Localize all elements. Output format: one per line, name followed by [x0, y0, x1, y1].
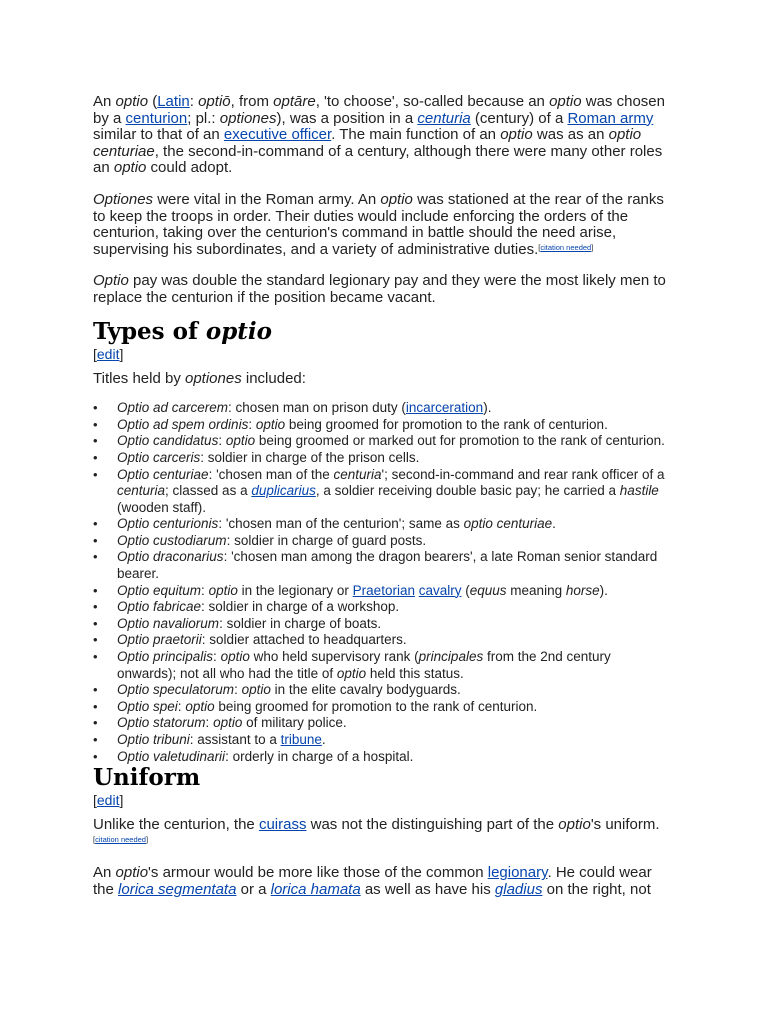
- edit-link[interactable]: edit: [96, 792, 120, 809]
- edit-section-types: [edit]: [93, 345, 124, 362]
- italic-term: Optio ad spem ordinis: [117, 416, 249, 432]
- italic-term: Optio custodiarum: [117, 532, 227, 548]
- list-item: • Optio centurionis: 'chosen man of the centurion'; same as optio centuriae.: [117, 516, 673, 533]
- italic-term: Optio praetorii: [117, 632, 202, 648]
- edit-section-uniform: [edit]: [93, 792, 124, 809]
- list-item: • Optio draconarius: 'chosen man among the dragon bearers', a late Roman senior standard bearer.: [117, 549, 673, 582]
- italic-term: Optio navaliorum: [117, 615, 220, 631]
- italic-term: optio: [220, 649, 250, 665]
- italic-term: optio: [115, 93, 149, 110]
- italic-term: Optio draconarius: [117, 549, 224, 565]
- italic-term: optio: [336, 665, 367, 681]
- italic-term: optio: [549, 93, 582, 110]
- list-item: • Optio fabricae: soldier in charge of a workshop.: [117, 599, 673, 616]
- list-item: • Optio custodiarum: soldier in charge of guard posts.: [117, 533, 673, 550]
- italic-term: Optio fabricae: [117, 599, 202, 615]
- list-item: • Optio centuriae: 'chosen man of the centuria'; second-in-command and rear rank officer of a centuria; classed as a duplicarius, a soldier receiving double basic pay; he carried a hastile (wooden staff).: [117, 467, 673, 517]
- list-item: • Optio valetudinarii: orderly in charge of a hospital.: [117, 749, 673, 766]
- section-heading-uniform: Uniform: [93, 764, 201, 792]
- italic-term: optio: [500, 126, 533, 144]
- italic-term: optio: [380, 190, 413, 208]
- wiki-link[interactable]: duplicarius: [251, 483, 316, 499]
- intro-paragraph-2: Optiones were vital in the Roman army. An optio was stationed at the rear of the ranks to keep the troops in order. Their duties would include enforcing the orders of the centurion, taking over the centurion's command in battle should the need arise, supervising his subordinates, and a variety of administrative duties.[citation needed]: [93, 190, 664, 258]
- list-item: • Optio navaliorum: soldier in charge of boats.: [117, 616, 673, 633]
- uniform-paragraph-1: Unlike the centurion, the cuirass was not the distinguishing part of the optio's uniform. [citation needed]: [93, 816, 660, 844]
- italic-term: optio: [213, 715, 243, 731]
- italic-term: Optio ad carcerem: [117, 400, 229, 416]
- wiki-link[interactable]: lorica hamata: [270, 880, 361, 898]
- wiki-link[interactable]: lorica segmentata: [118, 880, 237, 898]
- citation-needed: [citation needed]: [93, 834, 149, 844]
- list-item: • Optio praetorii: soldier attached to headquarters.: [117, 632, 673, 649]
- italic-term: Optio tribuni: [117, 732, 190, 747]
- italic-term: optio: [208, 582, 238, 598]
- italic-term: principales: [418, 649, 484, 665]
- italic-term: optio: [113, 159, 147, 177]
- italic-term: Optio centurionis: [117, 516, 219, 532]
- italic-term: centuria: [333, 466, 382, 482]
- list-item: • Optio ad carcerem: chosen man on prison duty (incarceration).: [117, 400, 673, 417]
- italic-term: Optio spei: [117, 698, 178, 714]
- italic-term: equus: [469, 582, 507, 598]
- italic-term: Optio centuriae: [117, 466, 209, 482]
- list-item: • Optio candidatus: optio being groomed or marked out for promotion to the rank of centurion.: [117, 433, 673, 450]
- list-item: • Optio speculatorum: optio in the elite cavalry bodyguards.: [117, 682, 673, 699]
- italic-term: Optio carceris: [117, 449, 201, 465]
- italic-term: optio: [255, 416, 286, 432]
- italic-term: optiones: [219, 109, 277, 127]
- italic-term: Optio candidatus: [117, 433, 219, 449]
- list-item: • Optio equitum: optio in the legionary or Praetorian cavalry (equus meaning horse).: [117, 583, 673, 600]
- citation-needed-link[interactable]: citation needed: [95, 834, 146, 844]
- list-item: • Optio spei: optio being groomed for promotion to the rank of centurion.: [117, 699, 673, 716]
- italic-term: optāre: [273, 93, 316, 110]
- italic-term: horse: [565, 582, 600, 598]
- italic-term: centuria: [117, 483, 166, 499]
- list-item: • Optio ad spem ordinis: optio being groomed for promotion to the rank of centurion.: [117, 417, 673, 434]
- uniform-paragraph-2: An optio's armour would be more like those of the common legionary. He could wear the lorica segmentata or a lorica hamata as well as have his gladius on the right, not: [93, 864, 652, 898]
- italic-term: optio: [241, 682, 271, 698]
- italic-term: Optiones: [93, 190, 154, 208]
- italic-term: Optio valetudinarii: [117, 748, 226, 764]
- italic-term: optio: [115, 864, 149, 882]
- wiki-link[interactable]: executive officer: [223, 126, 332, 144]
- list-item: • Optio statorum: optio of military police.: [117, 715, 673, 732]
- intro-paragraph-3: Optio pay was double the standard legionary pay and they were the most likely men to replace the centurion if the position became vacant.: [93, 272, 666, 306]
- wiki-link[interactable]: cavalry: [418, 582, 462, 598]
- italic-term: optiō: [198, 93, 231, 110]
- article-body: [93, 94, 673, 914]
- wiki-link[interactable]: gladius: [494, 880, 543, 898]
- optio-types-list: [93, 400, 673, 765]
- wiki-link[interactable]: centuria: [417, 109, 471, 127]
- wiki-link[interactable]: cuirass: [258, 816, 307, 834]
- intro-paragraph-1: An optio (Latin: optiō, from optāre, 'to choose', so-called because an optio was chosen by a centurion; pl.: optiones), was a position in a centuria (century) of a Roman army similar to that of an executive officer. The main function of an optio was as an optio centuriae, the second-in-command of a century, although there were many other roles an optio could adopt.: [93, 93, 665, 177]
- italic-term: Optio: [93, 272, 129, 290]
- italic-term: Optio statorum: [117, 715, 206, 731]
- types-intro: Titles held by optiones included:: [93, 369, 306, 387]
- wiki-link[interactable]: incarceration: [405, 400, 484, 416]
- citation-needed: [citation needed]: [538, 242, 594, 252]
- wiki-link[interactable]: legionary: [487, 864, 548, 882]
- list-item: • Optio carceris: soldier in charge of the prison cells.: [117, 450, 673, 467]
- list-item: • Optio principalis: optio who held supervisory rank (principales from the 2nd century onwards); not all who had the title of optio held this status.: [117, 649, 673, 682]
- wiki-link[interactable]: Latin: [157, 93, 190, 110]
- italic-term: optio: [185, 698, 215, 714]
- italic-term: optiones: [185, 369, 242, 387]
- wiki-link[interactable]: Praetorian: [352, 582, 415, 598]
- list-item: • Optio tribuni: assistant to a tribune.: [117, 732, 673, 749]
- italic-term: optio: [225, 433, 256, 449]
- italic-term: Optio speculatorum: [117, 682, 235, 698]
- wiki-link[interactable]: tribune: [280, 732, 322, 747]
- italic-term: optio centuriae: [463, 516, 553, 532]
- italic-term: hastile: [619, 483, 659, 499]
- italic-term: optio: [558, 816, 591, 834]
- section-heading-types: Types of optio: [93, 317, 272, 345]
- wiki-link[interactable]: centurion: [125, 109, 188, 127]
- italic-term: optio centuriae: [93, 126, 642, 160]
- citation-needed-link[interactable]: citation needed: [540, 242, 592, 252]
- wiki-link[interactable]: Roman army: [567, 109, 654, 127]
- edit-link[interactable]: edit: [96, 345, 120, 362]
- italic-term: Optio principalis: [117, 649, 214, 665]
- italic-term: Optio equitum: [117, 582, 202, 598]
